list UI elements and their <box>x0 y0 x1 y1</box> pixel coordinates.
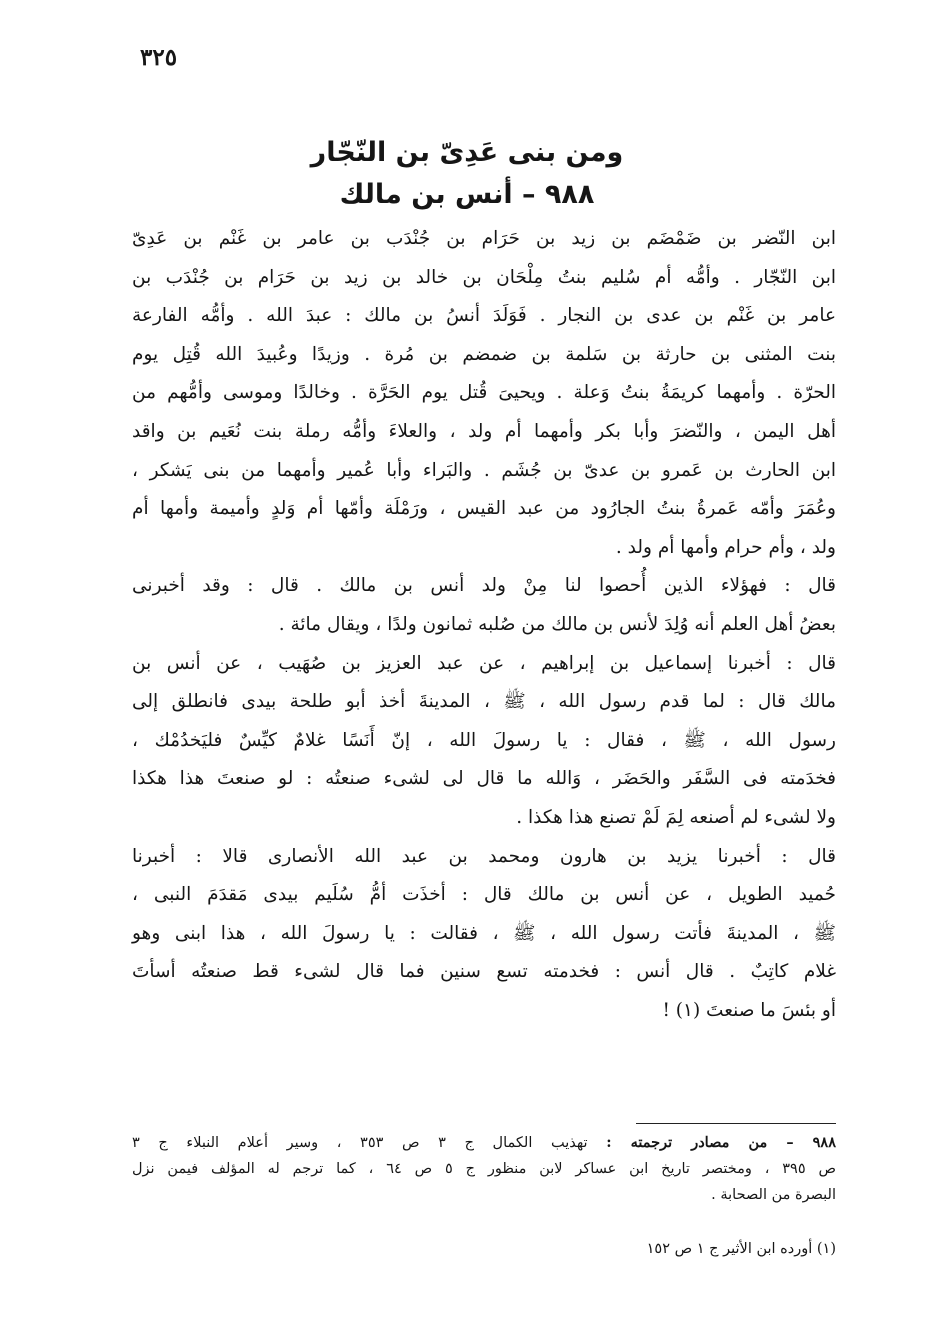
footnote-divider <box>636 1123 836 1124</box>
text-line: بعضُ أهل العلم أنه وُلِدَ لأنس بن مالك من صُلبه ثمانون ولدًا ، ويقال مائة . <box>278 613 836 635</box>
footnote-reference: (١) أورده ابن الأثير ج ١ ص ١٥٢ <box>646 1241 836 1257</box>
text-line: غلام كاتِبٌ . قال أنس : فخدمته تسع سنين فما قال لشىء قط صنعتُه أسأتَ <box>132 961 836 983</box>
text-line: أهل اليمن ، والنّضرَ وأبا بكر وأمهما أم ولد ، والعلاءَ وأمُّه رملة بنت نُعَيم بن واقد <box>132 420 836 442</box>
text-line: عامر بن غَنْم بن عدى بن النجار . فَوَلَدَ أنسُ بن مالك : عبدَ الله . وأمُّه الفارعة <box>132 305 836 327</box>
footnote-block <box>132 1130 836 1208</box>
footnote-text: تهذيب الكمال ج ٣ ص ٣٥٣ ، وسير أعلام النبلاء ج ٣ <box>132 1135 588 1151</box>
text-line: قال : أخبرنا يزيد بن هارون ومحمد بن عبد الله الأنصارى قالا : أخبرنا <box>132 845 836 867</box>
text-line: الحرّة . وأمهما كريمَةُ بنتُ وَعلة . ويحيىَ قُتل يوم الحَرَّة . وخالدًا وموسى وأمُّهم من <box>132 382 836 404</box>
text-line: وعُمَرَ وأمّه عَمرةُ بنتُ الجارُود من عبد القيس ، ورَمْلَة وأمّها أم وَلدٍ وأميمة وأمها أم <box>132 498 836 520</box>
entry-heading: ٩٨٨ – أنس بن مالك <box>339 179 595 210</box>
text-line: أو بئسَ ما صنعتَ (١) ! <box>662 999 836 1021</box>
body-text <box>132 220 836 1030</box>
text-line: ولا لشىء لم أصنعه لِمَ لَمْ تصنع هذا هكذا . <box>516 806 836 828</box>
footnote-line: ص ٣٩٥ ، ومختصر تاريخ ابن عساكر لابن منظور ج ٥ ص ٦٤ ، كما ترجم له المؤلف فيمن نزل <box>132 1161 836 1177</box>
text-line: حُميد الطويل ، عن أنس بن مالك قال : أخذَت أمُّ سُلَيم بيدى مَقدَمَ النبى ، <box>132 884 836 906</box>
footnote-label: ٩٨٨ – من مصادر ترجمته : <box>606 1134 837 1151</box>
text-line: ولد ، وأم حرام وأمها أم ولد . <box>615 536 836 558</box>
page-number: ٣٢٥ <box>140 44 178 71</box>
text-line: بنت المثنى بن حارثة بن سَلمة بن ضمضم بن مُرة . وزيدًا وعُبيدَ الله قُتِل يوم <box>132 343 836 365</box>
text-line: ابن النّجّار . وأمُّه أم سُليم بنتُ مِلْحَان بن خالد بن زيد بن حَرَام بن جُنْدَب بن <box>132 266 836 288</box>
text-line: ﷺ ، المدينةَ فأتت رسول الله ، ﷺ ، فقالت : يا رسولَ الله ، هذا ابنى وهو <box>132 922 836 944</box>
text-line: ابن النّضر بن ضَمْضَم بن زيد بن حَرَام بن جُنْدَب بن عامر بن غَنْم بن عَدِىّ <box>132 228 836 249</box>
headings-block <box>120 132 814 216</box>
text-line: فخدَمته فى السَّفَر والحَضَر ، وَالله ما قال لى لشىء صنعتُه : لو صنعتَ هذا هكذا <box>132 768 836 790</box>
footnote-line <box>132 1130 836 1156</box>
section-heading: ومن بنى عَدِىّ بن النّجّار <box>310 137 624 168</box>
text-line: رسول الله ، ﷺ ، فقال : يا رسولَ الله ، إنّ أَنَسًا غلامٌ كيِّسٌ فليَخدُمْك ، <box>132 729 836 751</box>
text-line: قال : أخبرنا إسماعيل بن إبراهيم ، عن عبد العزيز بن صُهَيب ، عن أنس بن <box>132 652 836 674</box>
text-line: ابن الحارث بن عَمرو بن عدىّ بن جُشَم . والبَراء وأبا عُمير وأمهما من بنى يَشكر ، <box>132 459 836 481</box>
text-line: قال : فهؤلاء الذين أُحصوا لنا مِنْ ولد أنس بن مالك . قال : وقد أخبرنى <box>132 575 836 597</box>
footnote-line: البصرة من الصحابة . <box>711 1187 836 1203</box>
text-line: مالك قال : لما قدم رسول الله ، ﷺ ، المدينةَ أخذ أبو طلحة بيدى فانطلق إلى <box>132 691 836 713</box>
